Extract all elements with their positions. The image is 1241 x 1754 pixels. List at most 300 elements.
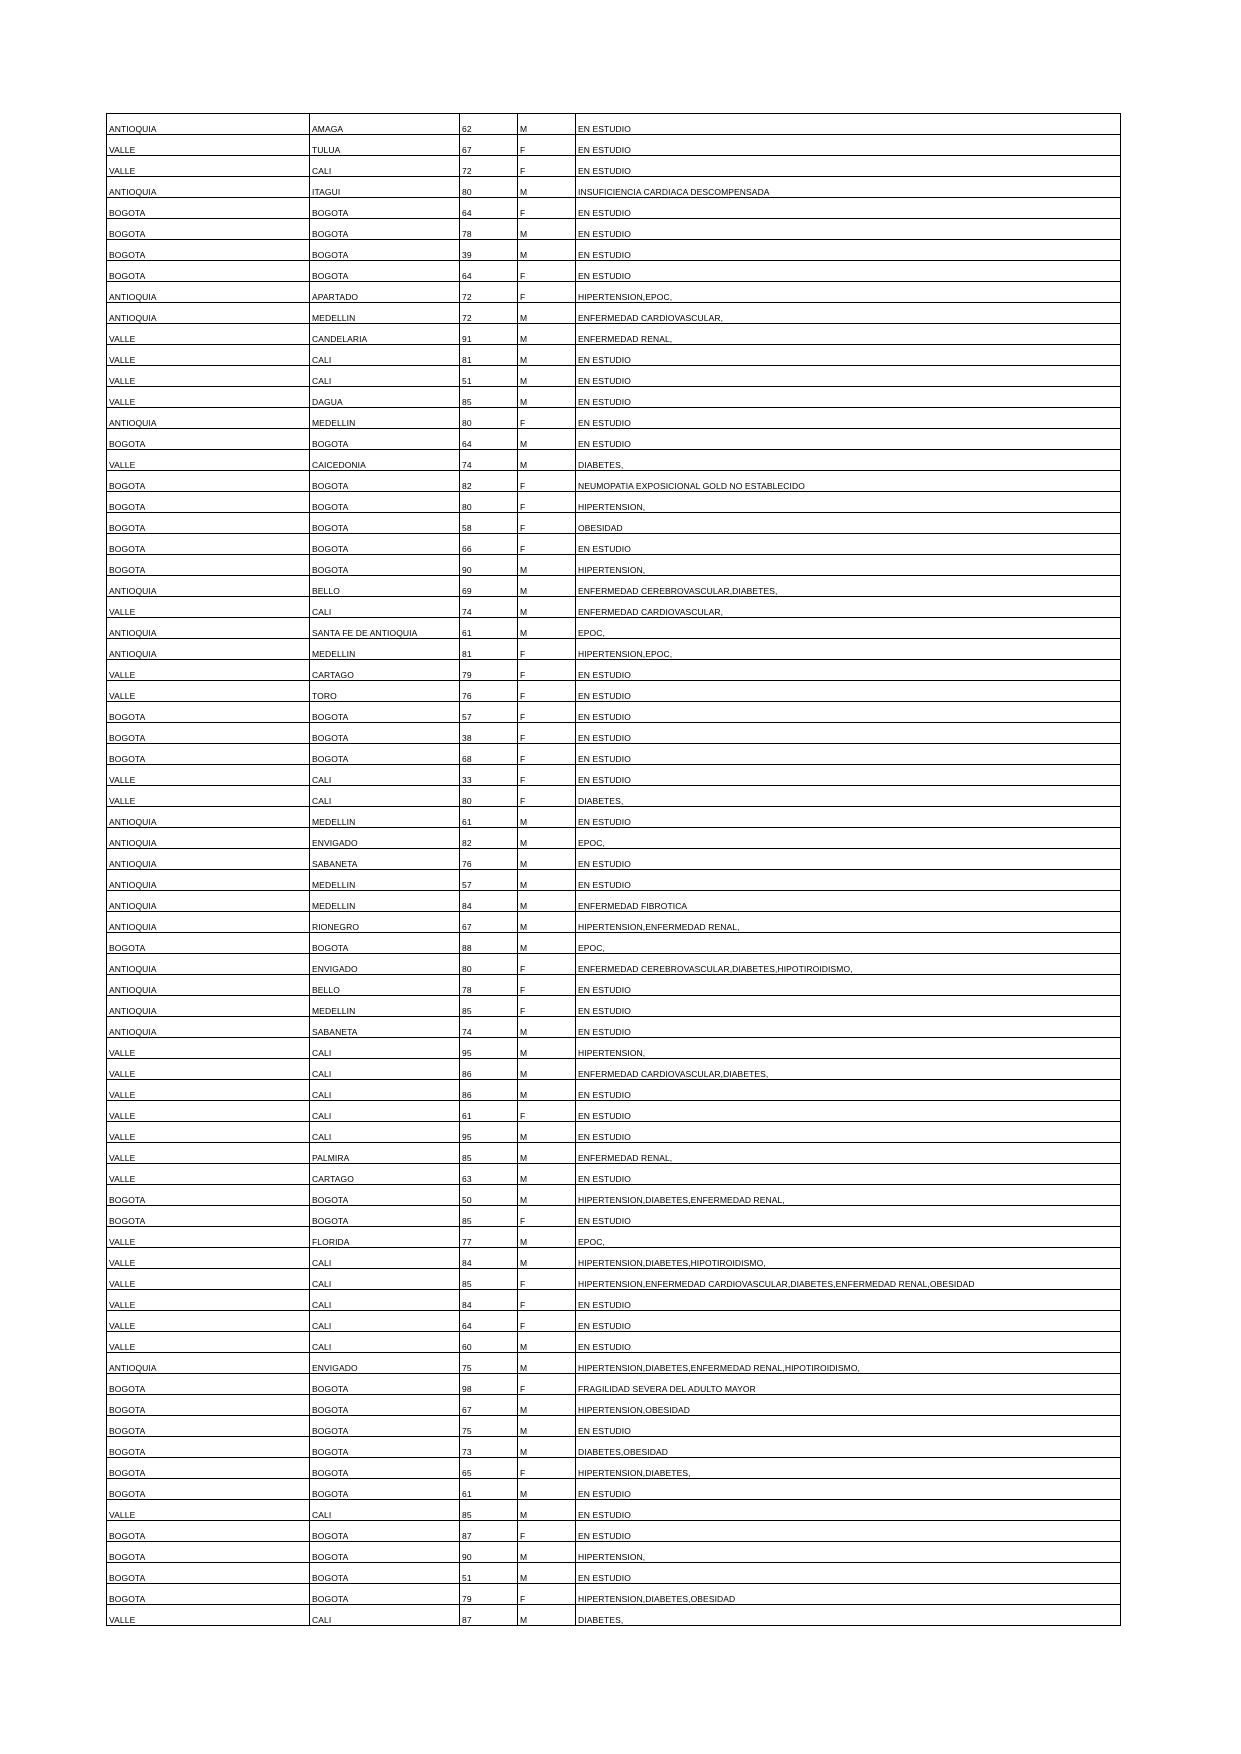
sex-cell: F [518, 1269, 576, 1290]
municipality-cell: MEDELLIN [310, 639, 460, 660]
condition-cell: HIPERTENSION,OBESIDAD [576, 1395, 1121, 1416]
sex-cell: F [518, 282, 576, 303]
municipality-cell: CALI [310, 786, 460, 807]
municipality-cell: BOGOTA [310, 1206, 460, 1227]
department-cell: BOGOTA [107, 1584, 310, 1605]
municipality-cell: CALI [310, 1605, 460, 1626]
sex-cell: M [518, 1080, 576, 1101]
condition-cell: EN ESTUDIO [576, 1206, 1121, 1227]
condition-cell: EPOC, [576, 618, 1121, 639]
sex-cell: F [518, 513, 576, 534]
age-cell: 79 [460, 1584, 518, 1605]
condition-cell: EN ESTUDIO [576, 744, 1121, 765]
age-cell: 77 [460, 1227, 518, 1248]
age-cell: 39 [460, 240, 518, 261]
condition-cell: EN ESTUDIO [576, 1311, 1121, 1332]
municipality-cell: BOGOTA [310, 1395, 460, 1416]
condition-cell: ENFERMEDAD CARDIOVASCULAR, [576, 597, 1121, 618]
department-cell: BOGOTA [107, 219, 310, 240]
department-cell: BOGOTA [107, 1479, 310, 1500]
department-cell: VALLE [107, 1143, 310, 1164]
age-cell: 74 [460, 1017, 518, 1038]
department-cell: VALLE [107, 681, 310, 702]
table-row [107, 723, 1121, 744]
sex-cell: M [518, 114, 576, 135]
age-cell: 80 [460, 786, 518, 807]
table-row [107, 429, 1121, 450]
department-cell: VALLE [107, 450, 310, 471]
condition-cell: EN ESTUDIO [576, 387, 1121, 408]
sex-cell: M [518, 933, 576, 954]
condition-cell: EN ESTUDIO [576, 114, 1121, 135]
condition-cell: EN ESTUDIO [576, 1164, 1121, 1185]
table-row [107, 807, 1121, 828]
sex-cell: M [518, 1500, 576, 1521]
municipality-cell: MEDELLIN [310, 870, 460, 891]
municipality-cell: CALI [310, 765, 460, 786]
condition-cell: ENFERMEDAD RENAL, [576, 324, 1121, 345]
table-row [107, 1185, 1121, 1206]
age-cell: 78 [460, 975, 518, 996]
table-row [107, 1101, 1121, 1122]
department-cell: VALLE [107, 1332, 310, 1353]
department-cell: ANTIOQUIA [107, 639, 310, 660]
sex-cell: M [518, 576, 576, 597]
age-cell: 80 [460, 954, 518, 975]
sex-cell: M [518, 429, 576, 450]
department-cell: ANTIOQUIA [107, 408, 310, 429]
table-row [107, 177, 1121, 198]
table-row [107, 114, 1121, 135]
age-cell: 72 [460, 282, 518, 303]
condition-cell: HIPERTENSION,DIABETES, [576, 1458, 1121, 1479]
condition-cell: DIABETES,OBESIDAD [576, 1437, 1121, 1458]
table-row [107, 660, 1121, 681]
department-cell: ANTIOQUIA [107, 1017, 310, 1038]
age-cell: 80 [460, 408, 518, 429]
table-row [107, 1206, 1121, 1227]
table-row [107, 1542, 1121, 1563]
sex-cell: F [518, 534, 576, 555]
municipality-cell: BOGOTA [310, 1437, 460, 1458]
condition-cell: EPOC, [576, 828, 1121, 849]
table-row [107, 303, 1121, 324]
sex-cell: M [518, 597, 576, 618]
condition-cell: EN ESTUDIO [576, 366, 1121, 387]
department-cell: VALLE [107, 387, 310, 408]
table-row [107, 366, 1121, 387]
age-cell: 65 [460, 1458, 518, 1479]
sex-cell: M [518, 1353, 576, 1374]
condition-cell: EN ESTUDIO [576, 1080, 1121, 1101]
municipality-cell: BELLO [310, 975, 460, 996]
condition-cell: EN ESTUDIO [576, 1290, 1121, 1311]
age-cell: 76 [460, 681, 518, 702]
department-cell: BOGOTA [107, 1521, 310, 1542]
municipality-cell: BOGOTA [310, 1185, 460, 1206]
department-cell: ANTIOQUIA [107, 870, 310, 891]
age-cell: 57 [460, 870, 518, 891]
municipality-cell: CARTAGO [310, 660, 460, 681]
municipality-cell: BOGOTA [310, 702, 460, 723]
table-row [107, 597, 1121, 618]
department-cell: ANTIOQUIA [107, 912, 310, 933]
condition-cell: EN ESTUDIO [576, 408, 1121, 429]
age-cell: 67 [460, 912, 518, 933]
sex-cell: M [518, 1164, 576, 1185]
table-row [107, 1353, 1121, 1374]
age-cell: 82 [460, 471, 518, 492]
age-cell: 75 [460, 1416, 518, 1437]
table-row [107, 933, 1121, 954]
age-cell: 78 [460, 219, 518, 240]
age-cell: 61 [460, 807, 518, 828]
sex-cell: M [518, 387, 576, 408]
department-cell: VALLE [107, 1059, 310, 1080]
age-cell: 85 [460, 1269, 518, 1290]
table-row [107, 1248, 1121, 1269]
sex-cell: M [518, 1227, 576, 1248]
department-cell: BOGOTA [107, 1206, 310, 1227]
municipality-cell: CALI [310, 366, 460, 387]
municipality-cell: TORO [310, 681, 460, 702]
age-cell: 85 [460, 996, 518, 1017]
table-row [107, 282, 1121, 303]
department-cell: VALLE [107, 786, 310, 807]
department-cell: BOGOTA [107, 933, 310, 954]
age-cell: 64 [460, 1311, 518, 1332]
department-cell: BOGOTA [107, 1542, 310, 1563]
municipality-cell: BOGOTA [310, 555, 460, 576]
municipality-cell: AMAGA [310, 114, 460, 135]
age-cell: 90 [460, 555, 518, 576]
table-row [107, 1332, 1121, 1353]
table-row [107, 198, 1121, 219]
department-cell: BOGOTA [107, 555, 310, 576]
age-cell: 85 [460, 387, 518, 408]
condition-cell: HIPERTENSION,DIABETES,ENFERMEDAD RENAL, [576, 1185, 1121, 1206]
condition-cell: HIPERTENSION, [576, 1038, 1121, 1059]
condition-cell: ENFERMEDAD CEREBROVASCULAR,DIABETES, [576, 576, 1121, 597]
table-row [107, 1584, 1121, 1605]
department-cell: VALLE [107, 1122, 310, 1143]
table-row [107, 786, 1121, 807]
sex-cell: F [518, 261, 576, 282]
department-cell: BOGOTA [107, 1185, 310, 1206]
table-row [107, 975, 1121, 996]
municipality-cell: MEDELLIN [310, 408, 460, 429]
condition-cell: FRAGILIDAD SEVERA DEL ADULTO MAYOR [576, 1374, 1121, 1395]
department-cell: BOGOTA [107, 261, 310, 282]
age-cell: 38 [460, 723, 518, 744]
age-cell: 73 [460, 1437, 518, 1458]
municipality-cell: CALI [310, 1038, 460, 1059]
municipality-cell: BOGOTA [310, 513, 460, 534]
condition-cell: EN ESTUDIO [576, 219, 1121, 240]
department-cell: BOGOTA [107, 471, 310, 492]
condition-cell: ENFERMEDAD CEREBROVASCULAR,DIABETES,HIPOTIROIDISMO, [576, 954, 1121, 975]
table-row [107, 387, 1121, 408]
department-cell: BOGOTA [107, 1416, 310, 1437]
department-cell: VALLE [107, 1269, 310, 1290]
condition-cell: HIPERTENSION,ENFERMEDAD CARDIOVASCULAR,DIABETES,ENFERMEDAD RENAL,OBESIDAD [576, 1269, 1121, 1290]
department-cell: ANTIOQUIA [107, 114, 310, 135]
age-cell: 84 [460, 1290, 518, 1311]
table-row [107, 1458, 1121, 1479]
sex-cell: M [518, 1122, 576, 1143]
table-row [107, 240, 1121, 261]
department-cell: ANTIOQUIA [107, 807, 310, 828]
table-row [107, 744, 1121, 765]
department-cell: BOGOTA [107, 1458, 310, 1479]
municipality-cell: MEDELLIN [310, 303, 460, 324]
sex-cell: M [518, 1542, 576, 1563]
municipality-cell: RIONEGRO [310, 912, 460, 933]
department-cell: VALLE [107, 765, 310, 786]
table-row [107, 156, 1121, 177]
age-cell: 61 [460, 618, 518, 639]
table-row [107, 471, 1121, 492]
condition-cell: EN ESTUDIO [576, 660, 1121, 681]
sex-cell: M [518, 618, 576, 639]
department-cell: BOGOTA [107, 492, 310, 513]
table-row [107, 576, 1121, 597]
department-cell: ANTIOQUIA [107, 177, 310, 198]
sex-cell: M [518, 219, 576, 240]
age-cell: 88 [460, 933, 518, 954]
age-cell: 74 [460, 597, 518, 618]
sex-cell: F [518, 1521, 576, 1542]
sex-cell: F [518, 639, 576, 660]
table-row [107, 1290, 1121, 1311]
table-row [107, 996, 1121, 1017]
condition-cell: EN ESTUDIO [576, 870, 1121, 891]
data-sheet [106, 113, 1120, 1626]
sex-cell: F [518, 1374, 576, 1395]
condition-cell: ENFERMEDAD CARDIOVASCULAR,DIABETES, [576, 1059, 1121, 1080]
municipality-cell: BOGOTA [310, 1416, 460, 1437]
municipality-cell: SABANETA [310, 1017, 460, 1038]
sex-cell: F [518, 492, 576, 513]
department-cell: VALLE [107, 1080, 310, 1101]
department-cell: VALLE [107, 366, 310, 387]
sex-cell: F [518, 723, 576, 744]
table-row [107, 1080, 1121, 1101]
condition-cell: ENFERMEDAD FIBROTICA [576, 891, 1121, 912]
condition-cell: INSUFICIENCIA CARDIACA DESCOMPENSADA [576, 177, 1121, 198]
age-cell: 67 [460, 135, 518, 156]
table-row [107, 1437, 1121, 1458]
department-cell: ANTIOQUIA [107, 576, 310, 597]
age-cell: 75 [460, 1353, 518, 1374]
condition-cell: EN ESTUDIO [576, 1521, 1121, 1542]
age-cell: 95 [460, 1122, 518, 1143]
municipality-cell: BOGOTA [310, 723, 460, 744]
municipality-cell: BOGOTA [310, 1458, 460, 1479]
municipality-cell: BOGOTA [310, 1521, 460, 1542]
condition-cell: EN ESTUDIO [576, 1563, 1121, 1584]
municipality-cell: DAGUA [310, 387, 460, 408]
table-row [107, 849, 1121, 870]
sex-cell: M [518, 807, 576, 828]
municipality-cell: CALI [310, 1332, 460, 1353]
age-cell: 98 [460, 1374, 518, 1395]
sex-cell: M [518, 1332, 576, 1353]
table-row [107, 870, 1121, 891]
age-cell: 66 [460, 534, 518, 555]
age-cell: 68 [460, 744, 518, 765]
sex-cell: F [518, 1458, 576, 1479]
condition-cell: HIPERTENSION,ENFERMEDAD RENAL, [576, 912, 1121, 933]
sex-cell: M [518, 912, 576, 933]
age-cell: 67 [460, 1395, 518, 1416]
municipality-cell: ITAGUI [310, 177, 460, 198]
age-cell: 72 [460, 156, 518, 177]
table-row [107, 681, 1121, 702]
table-row [107, 1395, 1121, 1416]
data-table [106, 113, 1121, 1626]
department-cell: ANTIOQUIA [107, 282, 310, 303]
age-cell: 84 [460, 1248, 518, 1269]
table-row [107, 912, 1121, 933]
table-row [107, 1269, 1121, 1290]
condition-cell: EN ESTUDIO [576, 534, 1121, 555]
department-cell: ANTIOQUIA [107, 303, 310, 324]
municipality-cell: SANTA FE DE ANTIOQUIA [310, 618, 460, 639]
sex-cell: M [518, 1563, 576, 1584]
municipality-cell: CALI [310, 1122, 460, 1143]
municipality-cell: APARTADO [310, 282, 460, 303]
age-cell: 57 [460, 702, 518, 723]
department-cell: VALLE [107, 597, 310, 618]
sex-cell: M [518, 555, 576, 576]
sex-cell: F [518, 1101, 576, 1122]
table-row [107, 828, 1121, 849]
sex-cell: M [518, 1017, 576, 1038]
department-cell: BOGOTA [107, 1437, 310, 1458]
sex-cell: F [518, 786, 576, 807]
department-cell: BOGOTA [107, 1374, 310, 1395]
age-cell: 85 [460, 1143, 518, 1164]
condition-cell: HIPERTENSION, [576, 1542, 1121, 1563]
sex-cell: F [518, 1311, 576, 1332]
department-cell: BOGOTA [107, 240, 310, 261]
age-cell: 80 [460, 492, 518, 513]
age-cell: 51 [460, 1563, 518, 1584]
table-row [107, 408, 1121, 429]
sex-cell: M [518, 1059, 576, 1080]
municipality-cell: CAICEDONIA [310, 450, 460, 471]
condition-cell: EN ESTUDIO [576, 975, 1121, 996]
department-cell: BOGOTA [107, 534, 310, 555]
municipality-cell: CALI [310, 1290, 460, 1311]
age-cell: 64 [460, 198, 518, 219]
condition-cell: EN ESTUDIO [576, 723, 1121, 744]
age-cell: 69 [460, 576, 518, 597]
age-cell: 62 [460, 114, 518, 135]
department-cell: VALLE [107, 1101, 310, 1122]
table-row [107, 1164, 1121, 1185]
condition-cell: HIPERTENSION,DIABETES,HIPOTIROIDISMO, [576, 1248, 1121, 1269]
department-cell: ANTIOQUIA [107, 1353, 310, 1374]
sex-cell: F [518, 996, 576, 1017]
sex-cell: M [518, 1605, 576, 1626]
sex-cell: F [518, 1584, 576, 1605]
condition-cell: EN ESTUDIO [576, 1479, 1121, 1500]
department-cell: BOGOTA [107, 1395, 310, 1416]
sex-cell: F [518, 975, 576, 996]
department-cell: VALLE [107, 1290, 310, 1311]
age-cell: 87 [460, 1605, 518, 1626]
municipality-cell: BOGOTA [310, 1479, 460, 1500]
age-cell: 86 [460, 1059, 518, 1080]
sex-cell: M [518, 1185, 576, 1206]
sex-cell: M [518, 345, 576, 366]
sex-cell: F [518, 156, 576, 177]
age-cell: 79 [460, 660, 518, 681]
department-cell: VALLE [107, 156, 310, 177]
age-cell: 87 [460, 1521, 518, 1542]
condition-cell: DIABETES, [576, 1605, 1121, 1626]
municipality-cell: CARTAGO [310, 1164, 460, 1185]
condition-cell: EN ESTUDIO [576, 156, 1121, 177]
department-cell: BOGOTA [107, 429, 310, 450]
condition-cell: EN ESTUDIO [576, 1416, 1121, 1437]
condition-cell: EN ESTUDIO [576, 345, 1121, 366]
condition-cell: EPOC, [576, 933, 1121, 954]
table-row [107, 135, 1121, 156]
condition-cell: EN ESTUDIO [576, 765, 1121, 786]
municipality-cell: ENVIGADO [310, 1353, 460, 1374]
municipality-cell: MEDELLIN [310, 996, 460, 1017]
sex-cell: F [518, 1290, 576, 1311]
municipality-cell: CALI [310, 1059, 460, 1080]
sex-cell: F [518, 471, 576, 492]
sex-cell: F [518, 702, 576, 723]
department-cell: ANTIOQUIA [107, 975, 310, 996]
table-row [107, 261, 1121, 282]
table-row [107, 513, 1121, 534]
table-row [107, 1227, 1121, 1248]
sex-cell: M [518, 324, 576, 345]
condition-cell: HIPERTENSION, [576, 555, 1121, 576]
table-row [107, 702, 1121, 723]
municipality-cell: CALI [310, 1101, 460, 1122]
age-cell: 82 [460, 828, 518, 849]
condition-cell: EN ESTUDIO [576, 261, 1121, 282]
municipality-cell: BOGOTA [310, 744, 460, 765]
condition-cell: ENFERMEDAD CARDIOVASCULAR, [576, 303, 1121, 324]
table-row [107, 1416, 1121, 1437]
condition-cell: HIPERTENSION,DIABETES,ENFERMEDAD RENAL,HIPOTIROIDISMO, [576, 1353, 1121, 1374]
municipality-cell: CALI [310, 1080, 460, 1101]
municipality-cell: CALI [310, 1500, 460, 1521]
table-row [107, 1017, 1121, 1038]
municipality-cell: BOGOTA [310, 1584, 460, 1605]
sex-cell: M [518, 1395, 576, 1416]
municipality-cell: BOGOTA [310, 240, 460, 261]
condition-cell: EN ESTUDIO [576, 807, 1121, 828]
department-cell: VALLE [107, 1311, 310, 1332]
table-row [107, 1038, 1121, 1059]
age-cell: 58 [460, 513, 518, 534]
sex-cell: M [518, 366, 576, 387]
municipality-cell: CALI [310, 1311, 460, 1332]
sex-cell: M [518, 870, 576, 891]
condition-cell: EN ESTUDIO [576, 1500, 1121, 1521]
condition-cell: EPOC, [576, 1227, 1121, 1248]
municipality-cell: ENVIGADO [310, 828, 460, 849]
